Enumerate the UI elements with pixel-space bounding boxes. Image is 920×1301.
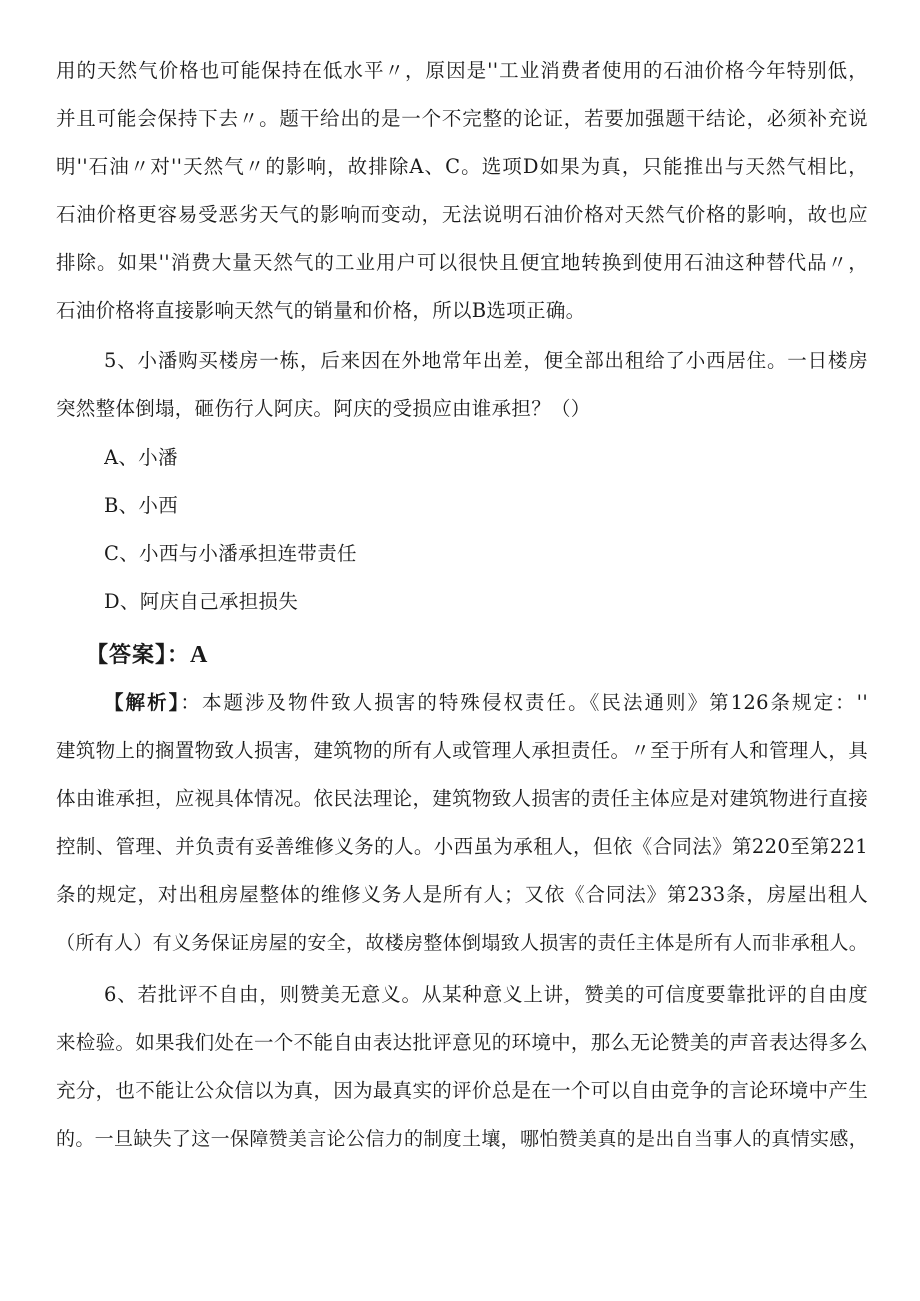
question-5-stem: 5、小潘购买楼房一栋，后来因在外地常年出差，便全部出租给了小西居住。一日楼房 xyxy=(104,349,868,372)
option-d: D、阿庆自己承担损失 xyxy=(104,590,299,613)
option-b: B、小西 xyxy=(104,494,179,517)
analysis-label: 【解析】 xyxy=(104,691,181,714)
text-line: （所有人）有义务保证房屋的安全，故楼房整体倒塌致人损害的责任主体是所有人而非承租人。 xyxy=(56,932,868,954)
text-line: 控制、管理、并负责有妥善维修义务的人。小西虽为承租人，但依《合同法》第220至第221 xyxy=(56,835,868,858)
text-line: 石油价格将直接影响天然气的销量和价格，所以B选项正确。 xyxy=(56,299,586,322)
option-a: A、小潘 xyxy=(104,446,178,469)
text-line: 并且可能会保持下去〃。题干给出的是一个不完整的论证，若要加强题干结论，必须补充说 xyxy=(56,107,868,130)
text-line: 充分，也不能让公众信以为真，因为最真实的评价总是在一个可以自由竞争的言论环境中产生 xyxy=(56,1079,868,1102)
question-5-stem: 突然整体倒塌，砸伤行人阿庆。阿庆的受损应由谁承担？（） xyxy=(56,397,591,420)
text-line: 条的规定，对出租房屋整体的维修义务人是所有人；又依《合同法》第233条，房屋出租人 xyxy=(56,883,868,906)
text-line: 用的天然气价格也可能保持在低水平〃，原因是''工业消费者使用的石油价格今年特别低， xyxy=(56,59,868,82)
analysis-first-line xyxy=(104,688,868,718)
text-line: 的。一旦缺失了这一保障赞美言论公信力的制度土壤，哪怕赞美真的是出自当事人的真情实感， xyxy=(56,1128,868,1150)
text-line: 建筑物上的搁置物致人损害，建筑物的所有人或管理人承担责任。〃至于所有人和管理人，具 xyxy=(56,739,868,762)
text-line: 来检验。如果我们处在一个不能自由表达批评意见的环境中，那么无论赞美的声音表达得多么 xyxy=(56,1031,868,1054)
text-line: 排除。如果''消费大量天然气的工业用户可以很快且便宜地转换到使用石油这种替代品〃， xyxy=(56,251,868,274)
answer-value: A xyxy=(190,642,209,668)
text-line: 明''石油〃对''天然气〃的影响，故排除A、C。选项D如果为真，只能推出与天然气相比， xyxy=(56,155,868,178)
text-line: 体由谁承担，应视具体情况。依民法理论，建筑物致人损害的责任主体应是对建筑物进行直接 xyxy=(56,787,868,810)
option-c: C、小西与小潘承担连带责任 xyxy=(104,542,357,565)
question-6-stem: 6、若批评不自由，则赞美无意义。从某种意义上讲，赞美的可信度要靠批评的自由度 xyxy=(104,983,868,1006)
answer-line xyxy=(86,638,208,672)
analysis-text: ：本题涉及物件致人损害的特殊侵权责任。《民法通则》第126条规定：'' xyxy=(180,691,868,714)
text-line: 石油价格更容易受恶劣天气的影响而变动，无法说明石油价格对天然气价格的影响，故也应 xyxy=(56,203,868,226)
answer-label: 【答案】： xyxy=(86,643,191,668)
